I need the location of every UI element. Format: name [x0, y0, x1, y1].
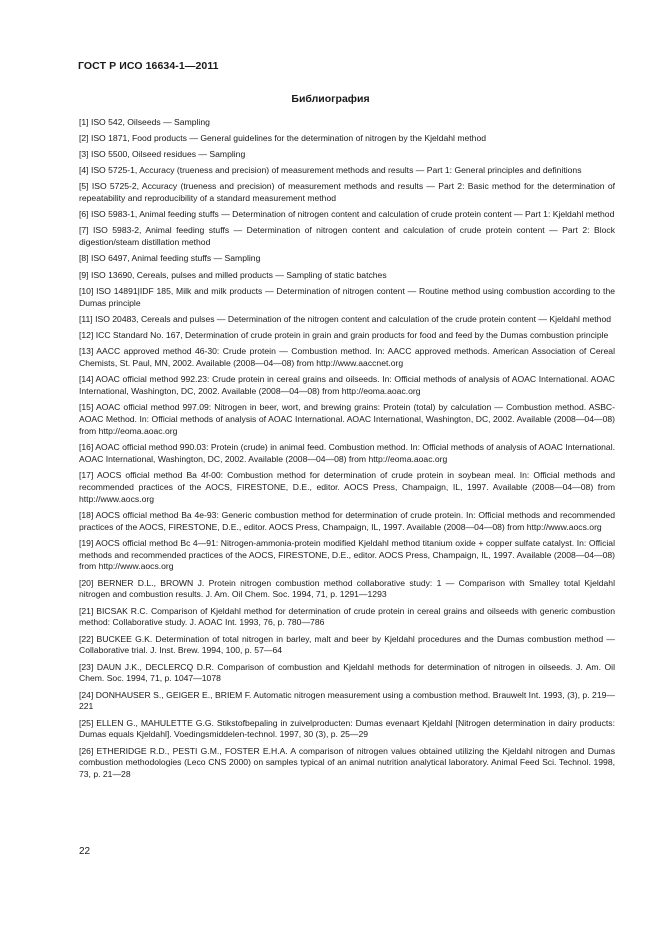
reference-item: [1] ISO 542, Oilseeds — Sampling — [79, 117, 210, 127]
reference-item: [12] ICC Standard No. 167, Determination of crude protein in grain and grain products for food and feed by the Dumas combustion principle — [79, 329, 609, 340]
reference-item: [15] AOAC official method 997.09: Nitrogen in beer, wort, and brewing grains: Protein (total) by calculation — Combustion method. ASBC-AOAC Method. In: Official methods of analysis of AOAC International. AOAC International, Washington, DC, 2002. Available (2008—04—08) from http://eoma.aoac.org — [79, 401, 615, 436]
reference-item: [20] BERNER D.L., BROWN J. Protein nitrogen combustion method collaborative study: 1 — Comparison with Smalley total Kjeldahl nitrogen and combustion results. J. Am. Oil Chem. Soc. 1994, 71, p. 1291—1293 — [79, 577, 615, 600]
reference-item: [4] ISO 5725-1, Accuracy (trueness and precision) of measurement methods and results — Part 1: General principles and definitions — [79, 165, 582, 176]
reference-item: [18] AOCS official method Ba 4e-93: Generic combustion method for determination of crude protein. In: Official methods and recommended practices of the AOCS, FIRESTONE, D.E., editor. AOCS Press, Champaign, IL, 1997. Available (2008—04—08) from http://www.aocs.org — [79, 509, 615, 532]
reference-item: [26] ETHERIDGE R.D., PESTI G.M., FOSTER E.H.A. A comparison of nitrogen values obtained utilizing the Kjeldahl nitrogen and Dumas combustion methodologies (Leco CNS 2000) on samples typical of an animal nutrition analytical laboratory. Animal Feed Sci. Technol. 1998, 73, p. 21—28 — [79, 745, 615, 780]
reference-item: [14] AOAC official method 992.23: Crude protein in cereal grains and oilseeds. In: Official methods of analysis of AOAC International. AOAC International, Washington, DC, 2002. Available (2008—04—08) from http://eoma.aoac.org — [79, 373, 615, 396]
reference-item: [8] ISO 6497, Animal feeding stuffs — Sampling — [79, 253, 261, 264]
reference-item: [11] ISO 20483, Cereals and pulses — Determination of the nitrogen content and calculation of the crude protein content — Kjeldahl method — [79, 313, 612, 324]
reference-item: [16] AOAC official method 990.03: Protein (crude) in animal feed. Combustion method. In: Official methods of analysis of AOAC International. AOAC International, Washington, DC, 2002. Available (2008—04—08) from http://eoma.aoac.org — [79, 441, 615, 464]
reference-item: [6] ISO 5983-1, Animal feeding stuffs — Determination of nitrogen content and calculation of crude protein content — Part 1: Kjeldahl method — [79, 209, 615, 220]
reference-item: [3] ISO 5500, Oilseed residues — Sampling — [79, 149, 246, 160]
bibliography-title: Библиография — [291, 93, 370, 105]
reference-item: [5] ISO 5725-2, Accuracy (trueness and precision) of measurement methods and results — Part 2: Basic method for the determination of repeatability and reproducibility of a standard measurement method — [79, 181, 615, 204]
page-number: 22 — [79, 846, 91, 857]
reference-item: [25] ELLEN G., MAHULETTE G.G. Stikstofbepaling in zuivelproducten: Dumas evenaart Kjeldahl [Nitrogen determination in dairy products: Dumas equals Kjeldahl]. Voedingsmiddelen-technol. 1997, 30 (3), p. 25—29 — [79, 717, 615, 740]
reference-item: [7] ISO 5983-2, Animal feeding stuffs — Determination of nitrogen content and calculation of crude protein content — Part 2: Block digestion/steam distillation method — [79, 225, 615, 248]
reference-item: [21] BICSAK R.C. Comparison of Kjeldahl method for determination of crude protein in cereal grains and oilseeds with generic combustion method: Collaborative study. J. AOAC Int. 1993, 76, p. 780—786 — [79, 605, 615, 628]
reference-item: [2] ISO 1871, Food products — General guidelines for the determination of nitrogen by the Kjeldahl method — [79, 133, 487, 144]
reference-item: [19] AOCS official method Bc 4—91: Nitrogen-ammonia-protein modified Kjeldahl method titanium oxide + copper sulfate catalyst. In: Official methods and recommended practices of the AOCS, FIRESTONE, D.E., editor. AOCS Press, Champaign, IL, 1997. Available (2008—04—08) from http://www.aocs.org — [79, 537, 615, 572]
reference-item: [10] ISO 14891|IDF 185, Milk and milk products — Determination of nitrogen content — Routine method using combustion according to the Dumas principle — [79, 285, 615, 308]
reference-item: [13] AACC approved method 46-30: Crude protein — Combustion method. In: AACC approved methods. American Association of Cereal Chemists, St. Paul, MN, 2002. Available (2008—04—08) from http://www.aaccnet.org — [79, 345, 615, 368]
reference-item: [9] ISO 13690, Cereals, pulses and milled products — Sampling of static batches — [79, 269, 387, 280]
document-code: ГОСТ Р ИСО 16634-1—2011 — [78, 60, 219, 72]
reference-item: [24] DONHAUSER S., GEIGER E., BRIEM F. Automatic nitrogen measurement using a combustion method. Brauwelt Int. 1993, (3), p. 219—221 — [79, 689, 615, 712]
reference-list — [79, 117, 615, 785]
reference-item: [17] AOCS official method Ba 4f-00: Combustion method for determination of crude protein in soybean meal. In: Official methods and recommended practices of the AOCS, FIRESTONE, D.E., editor. AOCS Press, Champaign, IL, 1997. Available (2008—04—08) from http://www.aocs.org — [79, 469, 615, 504]
reference-item: [23] DAUN J.K., DECLERCQ D.R. Comparison of combustion and Kjeldahl methods for determination of nitrogen in oilseeds. J. Am. Oil Chem. Soc. 1994, 71, p. 1047—1078 — [79, 661, 615, 684]
reference-item: [22] BUCKEE G.K. Determination of total nitrogen in barley, malt and beer by Kjeldahl procedures and the Dumas combustion method — Collaborative trial. J. Inst. Brew. 1994, 100, p. 57—64 — [79, 633, 615, 656]
